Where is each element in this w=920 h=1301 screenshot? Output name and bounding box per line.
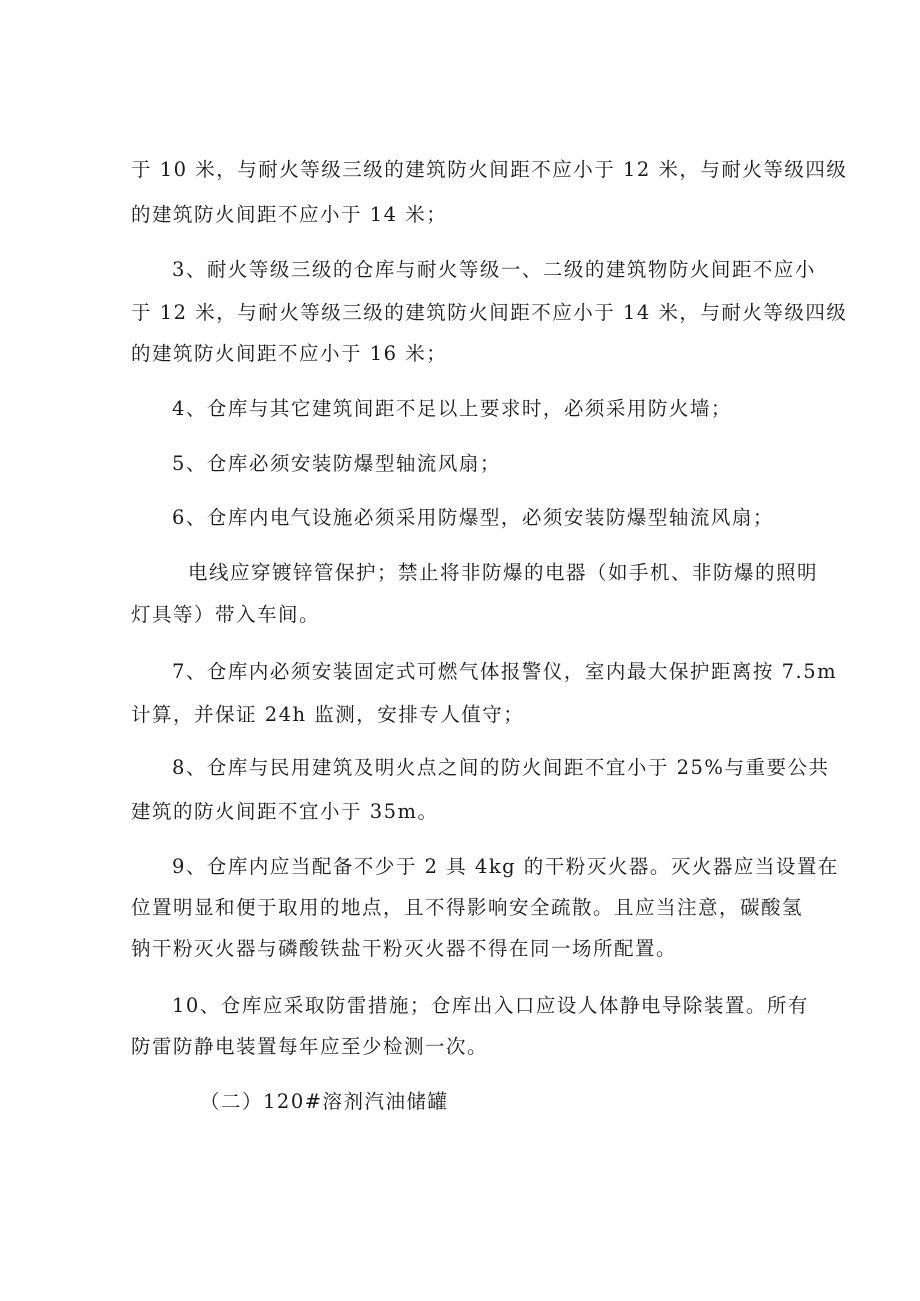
text-line: 10、仓库应采取防雷措施；仓库出入口应设人体静电导除装置。所有 [172,994,809,1017]
text-line: 防雷防静电装置每年应至少检测一次。 [131,1035,489,1058]
text-line: 5、仓库必须安装防爆型轴流风扇； [172,452,501,475]
text-line: 灯具等）带入车间。 [131,603,321,626]
text-line: 8、仓库与民用建筑及明火点之间的防火间距不宜小于 25%与重要公共 [172,756,830,779]
text-line: 的建筑防火间距不应小于 16 米； [131,342,448,365]
text-line: 4、仓库与其它建筑间距不足以上要求时，必须采用防火墙； [172,397,732,420]
text-line: 于 10 米，与耐火等级三级的建筑防火间距不应小于 12 米，与耐火等级四级 [131,158,848,181]
text-line: 于 12 米，与耐火等级三级的建筑防火间距不应小于 14 米，与耐火等级四级 [131,301,848,324]
text-line: 9、仓库内应当配备不少于 2 具 4kg 的干粉灭火器。灭火器应当设置在 [172,855,839,878]
text-line: 6、仓库内电气设施必须采用防爆型，必须安装防爆型轴流风扇； [172,506,774,529]
text-line: 电线应穿镀锌管保护；禁止将非防爆的电器（如手机、非防爆的照明 [188,561,819,584]
text-line: 计算，并保证 24h 监测，安排专人值守； [131,703,525,726]
text-line: 钠干粉灭火器与磷酸铁盐干粉灭火器不得在同一场所配置。 [131,937,678,960]
text-line: 位置明显和便于取用的地点，且不得影响安全疏散。且应当注意，碳酸氢 [131,896,804,919]
section-heading: （二）120#溶剂汽油储罐 [200,1090,449,1113]
text-line: 7、仓库内必须安装固定式可燃气体报警仪，室内最大保护距离按 7.5m [172,660,838,683]
text-line: 建筑的防火间距不宜小于 35m。 [131,800,439,823]
text-line: 3、耐火等级三级的仓库与耐火等级一、二级的建筑物防火间距不应小 [172,258,816,281]
text-line: 的建筑防火间距不应小于 14 米； [131,203,448,226]
